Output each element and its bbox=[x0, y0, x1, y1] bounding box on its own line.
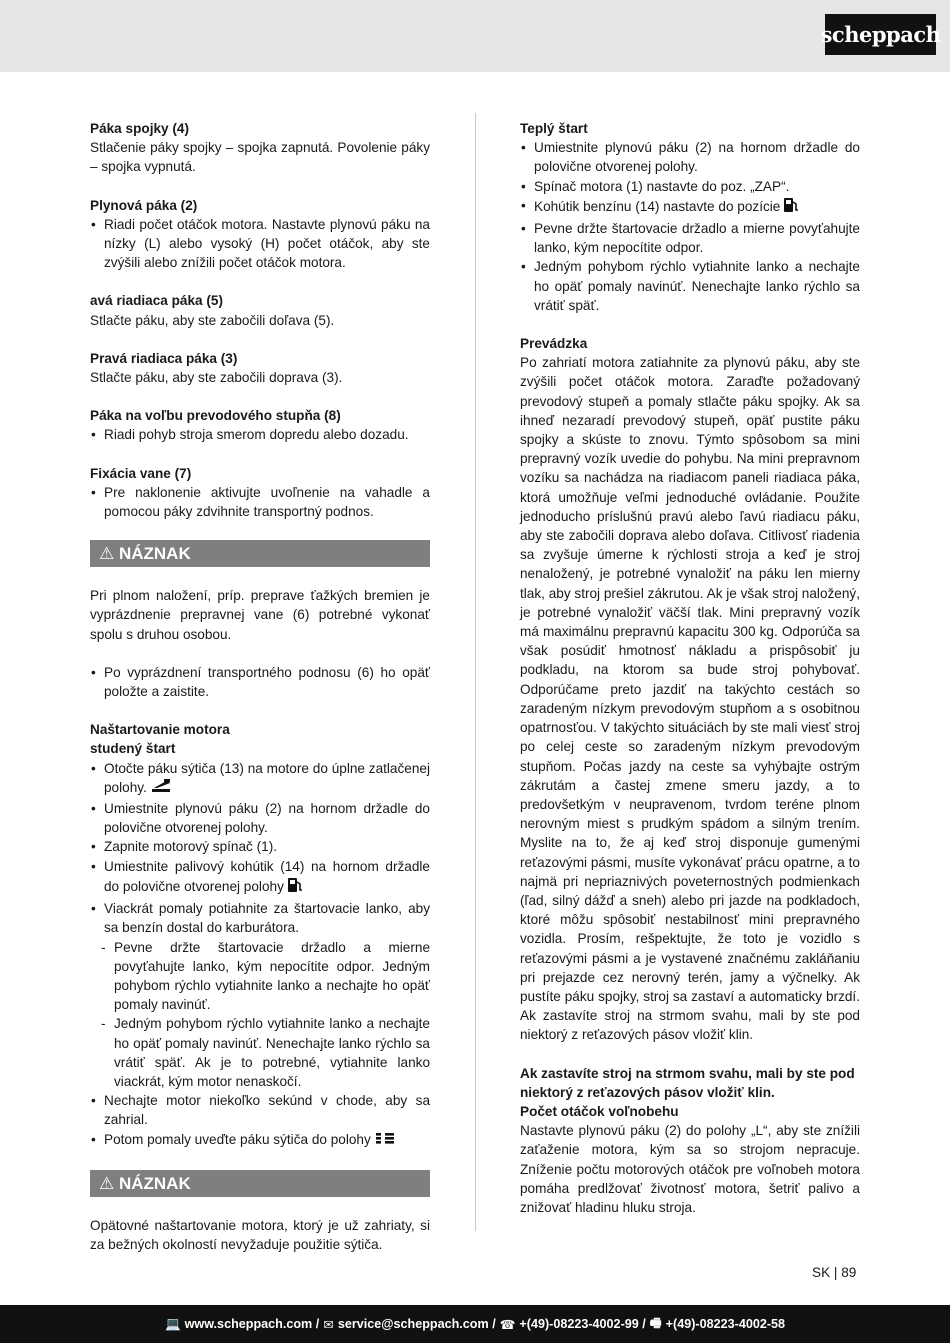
section-tray-lock bbox=[90, 464, 430, 522]
section-warm-start bbox=[520, 119, 860, 315]
choke-closed-icon bbox=[150, 778, 172, 799]
list-item: • Viackrát pomaly potiahnite za štartovacie lanko, aby sa benzín dostal do karburátora. bbox=[90, 899, 430, 937]
section-heading: Naštartovanie motora bbox=[90, 722, 230, 738]
list-item: • Umiestnite plynovú páku (2) na hornom držadle do polovične otvorenej polohy. bbox=[90, 799, 430, 837]
list-item bbox=[520, 196, 860, 219]
page-footer bbox=[0, 1305, 950, 1343]
choke-open-icon bbox=[374, 1130, 396, 1151]
list-item bbox=[90, 1130, 430, 1151]
mail-icon: ✉ bbox=[323, 1317, 334, 1332]
list-item-text: Potom pomaly uveďte páku sýtiča do polohy bbox=[104, 1131, 371, 1147]
section-heading: Prevádzka bbox=[520, 336, 588, 352]
section-operation bbox=[520, 334, 860, 1045]
bullet-list bbox=[90, 425, 430, 444]
fuel-tap-icon bbox=[783, 196, 799, 219]
section-subheading: Počet otáčok voľnobehu bbox=[520, 1103, 679, 1119]
section-right-steering-lever bbox=[90, 349, 430, 387]
section-heading: Plynová páka (2) bbox=[90, 197, 198, 213]
list-item: • Umiestnite plynovú páku (2) na hornom držadle do polovične otvorenej polohy. bbox=[520, 138, 860, 176]
section-subheading: studený štart bbox=[90, 741, 176, 757]
section-text: Nastavte plynovú páku (2) do polohy „L“, aby ste znížili zaťaženie motora, kým sa so strojom nepracuje. Zníženie počtu motorových otáčok pre voľnobeh motora pomáha predlžovať životnosť motora, šetriť palivo a znižovať hladinu hluku stroja. bbox=[520, 1123, 860, 1215]
section-slope-idle bbox=[520, 1064, 860, 1218]
right-column bbox=[520, 119, 860, 1236]
section-heading: Pravá riadiaca páka (3) bbox=[90, 350, 238, 366]
list-item: • Pevne držte štartovacie držadlo a mierne povyťahujte lanko, kým nepocítite odpor. bbox=[520, 219, 860, 257]
page-number: SK | 89 bbox=[812, 1265, 857, 1280]
section-text: Stlačte páku, aby ste zabočili doprava (3). bbox=[90, 370, 343, 386]
list-item: • Riadi pohyb stroja smerom dopredu alebo dozadu. bbox=[90, 425, 430, 444]
section-throttle-lever bbox=[90, 196, 430, 273]
notice-banner: ⚠ NÁZNAK bbox=[90, 540, 430, 567]
notice-text: Opätovné naštartovanie motora, ktorý je už zahriaty, si za bežných okolností nevyžaduje použitie sýtiča. bbox=[90, 1217, 430, 1252]
section-text: Stlačte páku, aby ste zabočili doľava (5). bbox=[90, 312, 335, 328]
section-heading: Páka spojky (4) bbox=[90, 121, 189, 136]
list-item-text: Kohútik benzínu (14) nastavte do pozície bbox=[534, 199, 781, 215]
laptop-icon: 💻 bbox=[164, 1316, 181, 1331]
list-item: • Riadi počet otáčok motora. Nastavte plynovú páku na nízky (L) alebo vysoký (H) počet otáčok, aby ste zvýšili alebo znížili počet otáčok motora. bbox=[90, 215, 430, 273]
list-item bbox=[90, 857, 430, 899]
section-left-steering-lever bbox=[90, 291, 430, 329]
section-heading: Ak zastavíte stroj na strmom svahu, mali by ste pod niektorý z reťazových pásov vložiť klin. bbox=[520, 1065, 855, 1100]
sub-item: - Jedným pohybom rýchlo vytiahnite lanko a nechajte ho opäť pomaly navinúť. Nenechajte lanko rýchlo sa vrátiť späť. Ak je to potrebné, vytiahnite lanko viackrát, kým motor nenaskočí. bbox=[100, 1014, 430, 1091]
footer-fax: +(49)-08223-4002-58 bbox=[665, 1317, 786, 1331]
section-clutch-lever bbox=[90, 119, 430, 177]
dash-list bbox=[90, 938, 430, 1092]
footer-email[interactable]: service@scheppach.com / bbox=[337, 1317, 496, 1331]
section-text: Stlačenie páky spojky – spojka zapnutá. Povolenie páky – spojka vypnutá. bbox=[90, 140, 430, 175]
notice-banner: ⚠ NÁZNAK bbox=[90, 1170, 430, 1197]
section-heading: Fixácia vane (7) bbox=[90, 465, 192, 481]
page-header bbox=[0, 0, 950, 72]
notice-text: Pri plnom naložení, príp. preprave ťažkých bremien je vyprázdnenie prepravnej vane (6) potrebné vykonať spolu s druhou osobou. bbox=[90, 588, 430, 642]
bullet-list bbox=[90, 483, 430, 521]
list-item-text: Otočte páku sýtiča (13) na motore do úplne zatlačenej polohy. bbox=[104, 760, 430, 796]
list-item: • Jedným pohybom rýchlo vytiahnite lanko a nechajte ho opäť pomaly navinúť. Nenechajte lanko rýchlo sa vrátiť späť. bbox=[520, 257, 860, 315]
bullet-list bbox=[520, 138, 860, 315]
list-item bbox=[90, 759, 430, 799]
fuel-tap-icon bbox=[287, 876, 303, 899]
list-item: • Po vyprázdnení transportného podnosu (6) ho opäť položte a zaistite. bbox=[90, 663, 430, 701]
left-column bbox=[90, 119, 430, 1254]
section-text: Po zahriatí motora zatiahnite za plynovú páku, aby ste zvýšili počet otáčok motora. Zaraďte požadovaný prevodový stupeň a pomaly stlačte páku spojky. Ak sa ihneď nezaradí prevodový stupeň, opäť pustite páku spojky a skúste to znovu. Týmto spôsobom sa mini prepravný vozík uvedie do pohybu. Na mini prepravnom vozíku sa nachádza na riadiacom paneli riadiaca páka, ktorá umožňuje veľmi jednoduché ovládanie. Použite jednoducho príslušnú pravú alebo ľavú riadiacu páku, aby ste zabočili doprava alebo doľava. Citlivosť riadenia sa zvyšuje úmerne k rýchlosti stroja a keď je stroj nenaložený, je potrebné vynaložiť na páku len mierny tlak, aby stroj prešiel zákrutou. Ak je však stroj naložený, je potrebné vynaložiť väčší tlak. Mini prepravný vozík má maximálnu prepravnú kapacitu 300 kg. Odporúča sa však posúdiť hmotnosť nákladu a prispôsobiť ju podkladu, na ktorom sa bude stroj pohybovať. Odporúčame preto jazdiť na takýchto cestách so zaradeným nízkym prevodovým stupňom a s osobitnou opatrnosťou. V takýchto situáciách by ste mali viesť stroj po celej ceste so zaradeným nízkym prevodovým stupňom. Počas jazdy na ceste sa vyhýbajte ostrým zákrutám a častej zmene smeru jazdy, a to predovšetkým v neupravenom, tvrdom teréne plnom nerovným miest s prudkým spádom a silným trením. Myslite na to, že aj keď stroj disponuje gumenými reťazovými pásmi, musíte vykonávať prácu opatrne, a to najmä pri nepriaznivých poveternostných podmienkach (ľad, silný dážď a sneh) alebo pri jazde na podkladoch, ktoré môžu spôsobiť nestabilnosť mini prepravného vozidla. Prosím, rešpektujte, že toto je vozidlo s reťazovými pásmi a je vystavené značnému zakláňaniu pri prejazde cez nerovný terén, jamy a výčnelky. Ak pustíte páku spojky, stroj sa zastaví a automaticky brzdí. Ak zastavíte stroj na strmom svahu, mali by ste pod niektorý z reťazových pásov vložiť klin. bbox=[520, 355, 860, 1043]
section-gear-lever bbox=[90, 406, 430, 444]
list-item: • Nechajte motor niekoľko sekúnd v chode, aby sa zahrial. bbox=[90, 1091, 430, 1129]
bullet-list bbox=[90, 1091, 430, 1151]
section-heading: Páka na voľbu prevodového stupňa (8) bbox=[90, 408, 341, 424]
phone-icon: ☎ bbox=[499, 1317, 516, 1332]
bullet-list bbox=[90, 215, 430, 273]
fax-icon: 🖷 bbox=[649, 1315, 662, 1330]
list-item: • Pre naklonenie aktivujte uvoľnenie na vahadle a pomocou páky zdvihnite transportný podnos. bbox=[90, 483, 430, 521]
section-heading: avá riadiaca páka (5) bbox=[90, 293, 223, 309]
list-item: • Zapnite motorový spínač (1). bbox=[90, 837, 430, 856]
footer-website[interactable]: www.scheppach.com / bbox=[184, 1317, 320, 1331]
section-engine-start bbox=[90, 720, 430, 1150]
column-divider bbox=[475, 113, 476, 1231]
list-item: • Spínač motora (1) nastavte do poz. „ZAP“. bbox=[520, 177, 860, 196]
bullet-list bbox=[90, 663, 430, 701]
footer-phone: +(49)-08223-4002-99 / bbox=[519, 1317, 646, 1331]
scheppach-logo: scheppach bbox=[825, 14, 936, 55]
sub-item: - Pevne držte štartovacie držadlo a mierne povyťahujte lanko, kým nepocítite odpor. Jedným pohybom rýchlo vytiahnite lanko a nechajte ho opäť pomaly navinúť. bbox=[100, 938, 430, 1015]
section-heading: Teplý štart bbox=[520, 121, 588, 136]
bullet-list bbox=[90, 759, 430, 938]
list-item-text: Umiestnite palivový kohútik (14) na hornom držadle do polovične otvorenej polohy bbox=[104, 858, 430, 895]
